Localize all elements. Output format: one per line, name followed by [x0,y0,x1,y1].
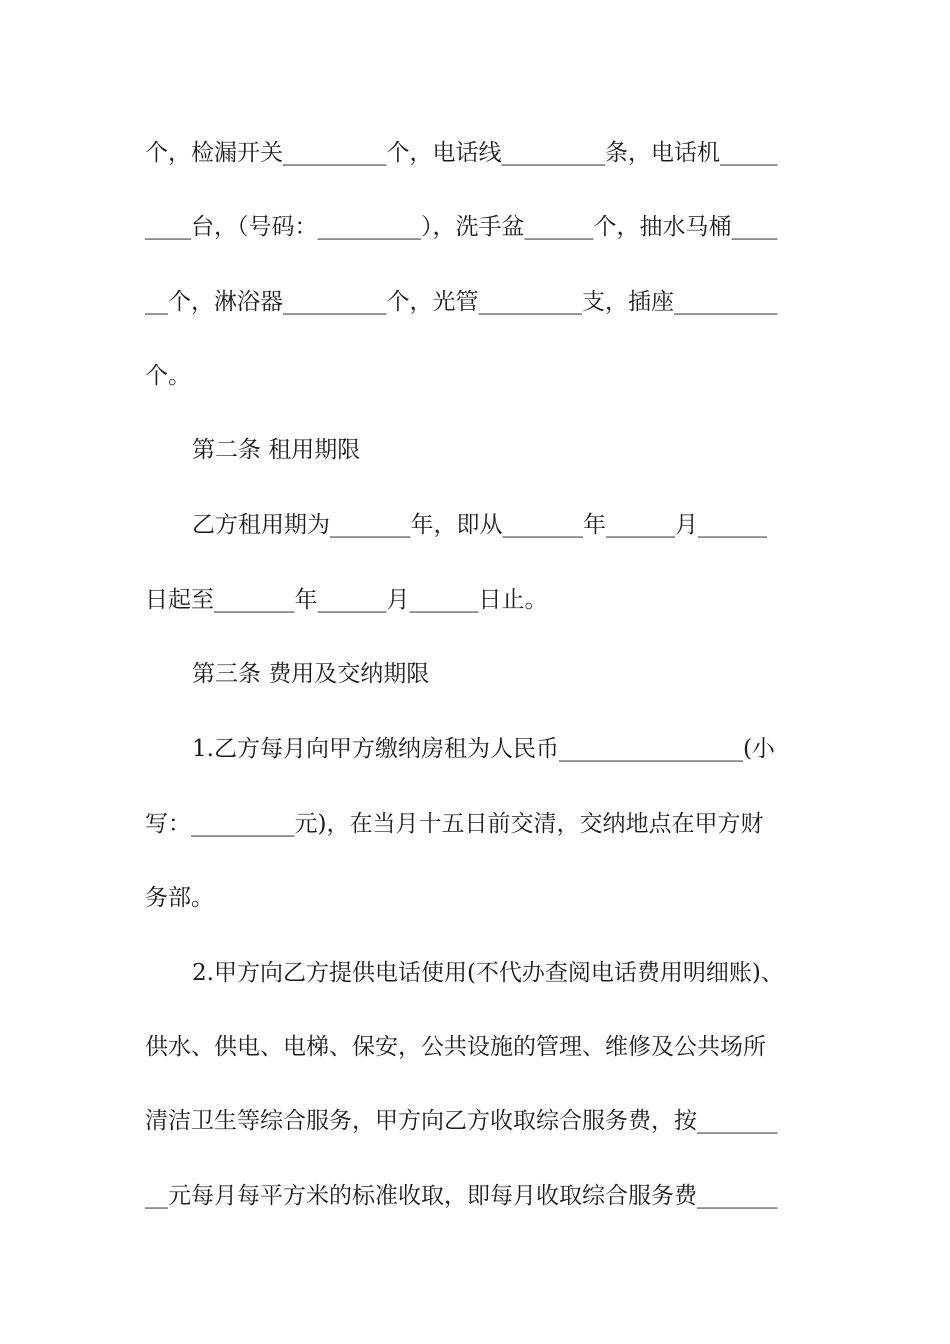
section-heading-term: 第二条 租用期限 [192,437,361,463]
text-line-3: __个，淋浴器_________个，光管_________支，插座_________ [145,289,778,315]
text-line-fees-3: 务部。 [145,885,214,911]
text-line-2: ____台，（号码：_________），洗手盆______个，抽水马桶____ [145,214,778,240]
text-line-term-2: 日起至_______年______月______日止。 [145,587,548,613]
text-line-fees-2: 写：_________元)，在当月十五日前交清，交纳地点在甲方财 [145,811,764,837]
text-line-1: 个，检漏开关_________个，电话线_________条，电话机_____ [145,140,778,166]
text-line-4: 个。 [145,363,191,389]
text-line-services-3: 清洁卫生等综合服务，甲方向乙方收取综合服务费，按_______ [145,1108,778,1134]
text-line-services-4: __元每月每平方米的标准收取，即每月收取综合服务费_______ [145,1183,778,1209]
section-heading-fees: 第三条 费用及交纳期限 [192,661,430,687]
text-line-fees-1: 1.乙方每月向甲方缴纳房租为人民币________________(小 [192,736,775,762]
text-line-services-1: 2.甲方向乙方提供电话使用(不代办查阅电话费用明细账)、 [192,960,784,986]
text-line-term-1: 乙方租用期为_______年，即从_______年______月______ [192,512,767,538]
text-line-services-2: 供水、供电、电梯、保安，公共设施的管理、维修及公共场所 [145,1034,766,1060]
